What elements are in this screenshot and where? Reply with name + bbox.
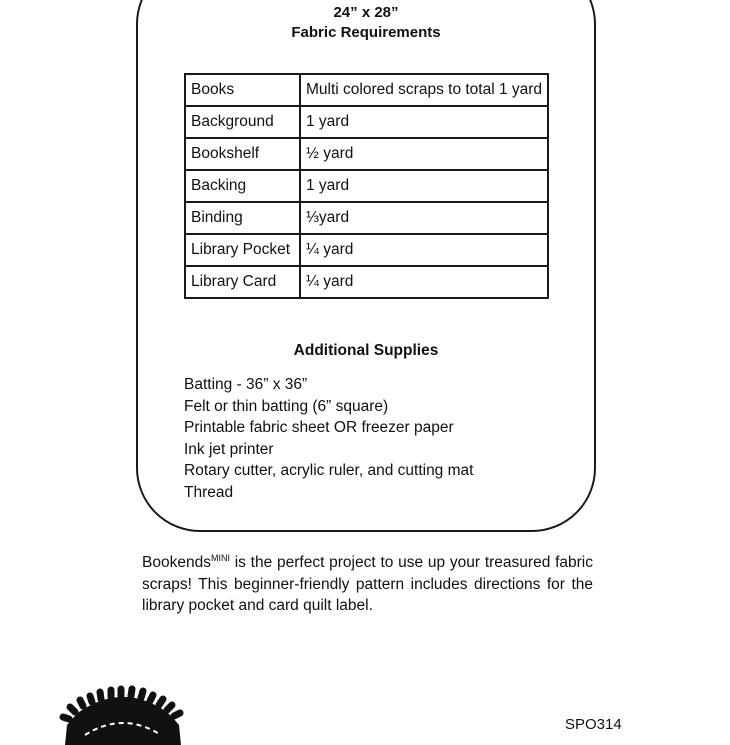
amount-cell: 1 yard	[300, 170, 548, 202]
product-code: SPO314	[565, 716, 622, 733]
amount-cell: 1 yard	[300, 106, 548, 138]
brand-superscript: MINI	[210, 553, 230, 563]
item-cell: Binding	[185, 202, 300, 234]
finished-size: 24” x 28”	[333, 4, 399, 21]
table-row	[185, 106, 548, 138]
list-item: Felt or thin batting (6” square)	[184, 397, 389, 415]
list-item: Ink jet printer	[184, 440, 274, 458]
table-row	[185, 74, 548, 106]
item-cell: Library Pocket	[185, 234, 300, 266]
table-row	[185, 170, 548, 202]
amount-cell: ¼ yard	[300, 266, 548, 298]
list-item: Rotary cutter, acrylic ruler, and cutting mat	[184, 462, 474, 480]
item-cell: Books	[185, 74, 300, 106]
item-cell: Bookshelf	[185, 138, 300, 170]
supplies-list	[184, 374, 473, 504]
brand-name: Bookends	[142, 554, 211, 571]
table-row	[185, 234, 548, 266]
additional-supplies-heading: Additional Supplies	[293, 342, 439, 359]
amount-cell: ⅓yard	[300, 202, 548, 234]
list-item: Thread	[184, 483, 234, 501]
fabric-requirements-table	[184, 73, 549, 299]
item-cell: Library Card	[185, 266, 300, 298]
description-text: is the perfect project to use up your treasured fabric scraps! This beginner-friendly pattern includes directions for the library pocket and card quilt label.	[142, 554, 593, 614]
amount-cell: Multi colored scraps to total 1 yard	[300, 74, 548, 106]
amount-cell: ¼ yard	[300, 234, 548, 266]
table-row	[185, 266, 548, 298]
amount-cell: ½ yard	[300, 138, 548, 170]
table-row	[185, 202, 548, 234]
seal-shape	[63, 689, 181, 745]
table-row	[185, 138, 548, 170]
pattern-description	[142, 552, 593, 617]
fabric-requirements-heading: Fabric Requirements	[291, 24, 441, 41]
seal-badge-icon	[55, 685, 195, 745]
item-cell: Background	[185, 106, 300, 138]
item-cell: Backing	[185, 170, 300, 202]
list-item: Printable fabric sheet OR freezer paper	[184, 419, 454, 437]
list-item: Batting - 36” x 36”	[184, 376, 308, 393]
